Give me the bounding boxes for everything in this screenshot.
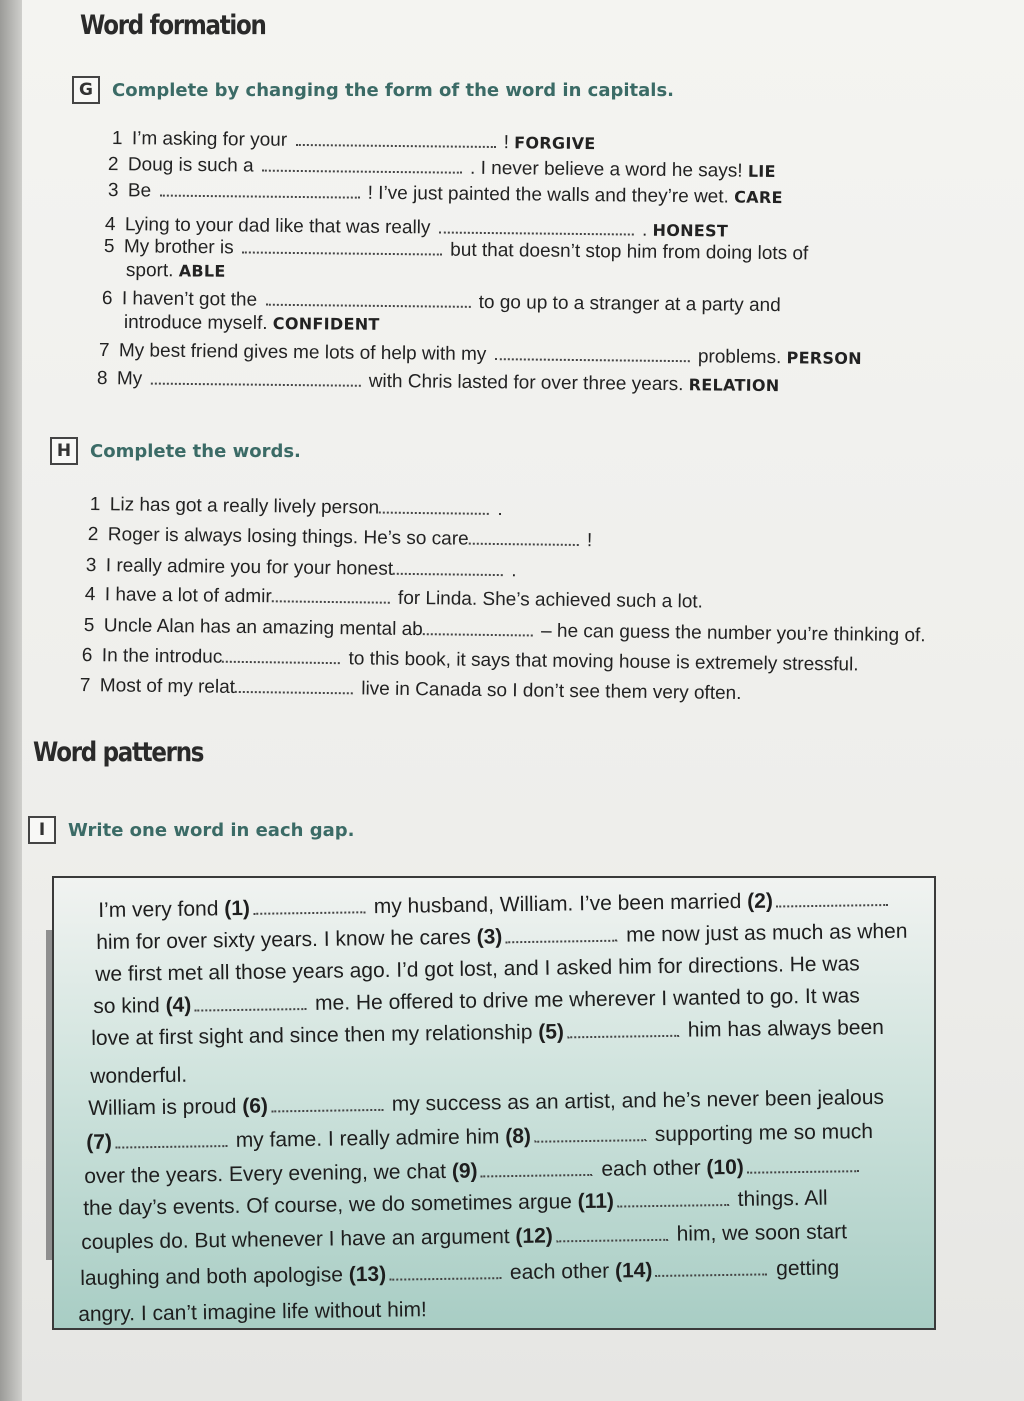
capital-word: CONFIDENT: [272, 314, 380, 334]
capital-word: RELATION: [688, 375, 780, 396]
gap-number: (1): [224, 896, 251, 921]
item-text-after: – he can guess the number you’re thinking of.: [535, 620, 926, 647]
item-text-before: In the introduc: [101, 645, 223, 668]
answer-gap[interactable]: [222, 649, 340, 664]
capital-word: PERSON: [786, 348, 862, 368]
answer-gap[interactable]: [150, 371, 360, 387]
item-number: 1: [111, 128, 123, 150]
item-number: 8: [96, 368, 108, 390]
answer-gap[interactable]: [253, 899, 365, 915]
answer-gap[interactable]: [159, 183, 359, 199]
text-segment: my success as an artist, and he’s never been jealous: [385, 1085, 885, 1116]
answer-gap[interactable]: [295, 132, 495, 148]
answer-gap[interactable]: [194, 996, 306, 1012]
item-text-after: !: [498, 132, 515, 154]
text-segment: him has always been: [681, 1015, 885, 1042]
text-segment: him for over sixty years. I know he cares: [96, 925, 477, 954]
item-text-before: Most of my relat: [99, 675, 236, 698]
task-g-instruction: Complete by changing the form of the word in capitals.: [112, 79, 674, 101]
text-segment: couples do. But whenever I have an argument: [81, 1224, 516, 1254]
answer-gap[interactable]: [439, 219, 634, 235]
gap-number: (9): [451, 1159, 478, 1183]
answer-gap[interactable]: [567, 1023, 679, 1039]
task-letter-h: H: [50, 437, 78, 465]
item-number: 3: [107, 180, 119, 202]
task-letter-i: I: [28, 816, 56, 844]
answer-gap[interactable]: [747, 1158, 859, 1174]
text-segment: love at first sight and since then my relationship: [91, 1020, 539, 1050]
text-segment: laughing and both apologise: [80, 1263, 349, 1290]
answer-gap[interactable]: [265, 292, 470, 308]
text-segment: me. He offered to drive me wherever I wanted to go. It was: [309, 984, 860, 1015]
answer-gap[interactable]: [272, 588, 390, 603]
text-segment: my husband, William. I’ve been married: [367, 889, 748, 919]
text-segment: supporting me so much: [648, 1120, 874, 1147]
item-text-after: problems.: [692, 346, 787, 369]
item-number: 4: [84, 584, 96, 606]
answer-gap[interactable]: [480, 1162, 592, 1178]
item-number: 7: [79, 675, 91, 697]
item-number: 2: [107, 154, 119, 176]
task-i-instruction: Write one word in each gap.: [68, 819, 355, 841]
task-g-item-continuation: [126, 260, 226, 283]
answer-gap[interactable]: [389, 1265, 501, 1281]
section-title-word-patterns: Word patterns: [33, 737, 204, 768]
item-text-continued: sport.: [125, 260, 179, 282]
answer-gap[interactable]: [655, 1261, 767, 1277]
item-number: 5: [83, 615, 95, 637]
answer-gap[interactable]: [776, 892, 888, 908]
item-text-continued: introduce myself.: [123, 312, 273, 335]
item-number: 4: [104, 214, 116, 236]
capital-word: HONEST: [652, 220, 729, 241]
item-text-before: I have a lot of admir: [104, 584, 272, 608]
gap-number: (10): [706, 1155, 744, 1180]
item-text-after: .: [505, 560, 517, 582]
gap-number: (14): [614, 1259, 653, 1283]
item-number: 1: [89, 494, 101, 516]
text-segment: William is proud: [88, 1094, 243, 1120]
text-line: [90, 1059, 187, 1093]
gap-number: (4): [165, 993, 192, 1017]
item-text-after: .: [492, 498, 503, 521]
answer-gap[interactable]: [242, 239, 442, 255]
gap-number: (13): [348, 1262, 387, 1287]
gap-number: (6): [242, 1094, 269, 1118]
answer-gap[interactable]: [423, 621, 533, 636]
section-title-word-formation: Word formation: [80, 10, 266, 41]
text-segment: over the years. Every evening, we chat: [84, 1159, 453, 1188]
answer-gap[interactable]: [495, 346, 690, 362]
text-segment: him, we soon start: [670, 1220, 848, 1246]
item-text-before: I haven’t got the: [121, 288, 263, 311]
answer-gap[interactable]: [534, 1127, 646, 1143]
gap-number: (12): [515, 1224, 553, 1248]
capital-word: LIE: [747, 161, 776, 181]
item-text-before: I’m asking for your: [131, 128, 293, 151]
task-i-heading: [28, 816, 354, 844]
item-text-before: I really admire you for your honest: [105, 555, 394, 580]
text-segment: wonderful.: [90, 1063, 188, 1088]
text-segment: angry. I can’t imagine life without him!: [78, 1298, 427, 1326]
item-number: 3: [85, 555, 97, 577]
item-text-after: for Linda. She’s achieved such a lot.: [392, 587, 704, 613]
item-text-before: My best friend gives me lots of help with my: [118, 340, 492, 366]
answer-gap[interactable]: [235, 679, 353, 694]
item-number: 5: [103, 236, 115, 258]
answer-gap[interactable]: [393, 561, 503, 576]
item-text-before: Be: [127, 180, 157, 202]
item-text-after: but that doesn’t stop him from doing lots of: [444, 239, 809, 265]
answer-gap[interactable]: [469, 531, 579, 546]
item-number: 6: [81, 645, 93, 667]
task-h-instruction: Complete the words.: [90, 440, 301, 462]
task-g-heading: [72, 76, 674, 104]
item-number: 2: [87, 524, 99, 546]
book-spine-shadow: [0, 0, 22, 1401]
capital-word: ABLE: [178, 261, 226, 281]
answer-gap[interactable]: [556, 1227, 668, 1243]
text-segment: so kind: [93, 993, 166, 1018]
item-text-before: My: [116, 368, 148, 390]
item-text-after: to go up to a stranger at a party and: [473, 291, 781, 317]
text-segment: each other: [503, 1259, 616, 1285]
gap-number: (7): [86, 1130, 113, 1154]
answer-gap[interactable]: [617, 1192, 729, 1208]
answer-gap[interactable]: [379, 500, 489, 515]
item-text-after: live in Canada so I don’t see them very often.: [355, 678, 742, 705]
task-letter-g: G: [72, 76, 100, 104]
gap-number: (2): [747, 889, 774, 913]
gap-number: (11): [577, 1189, 615, 1214]
item-text-before: My brother is: [123, 236, 240, 259]
answer-gap[interactable]: [505, 928, 617, 944]
item-text-after: .: [636, 219, 653, 241]
text-segment: me now just as much as when: [620, 919, 908, 947]
text-segment: things. All: [731, 1186, 828, 1211]
answer-gap[interactable]: [115, 1133, 227, 1149]
item-text-before: Roger is always losing things. He’s so care: [107, 524, 469, 550]
item-text-before: Lying to your dad like that was really: [124, 214, 436, 239]
item-text-after: ! I’ve just painted the walls and they’re wet.: [362, 182, 735, 208]
item-text-after: with Chris lasted for over three years.: [363, 370, 689, 396]
gap-number: (5): [538, 1020, 565, 1044]
gap-number: (3): [476, 925, 503, 949]
item-text-before: Uncle Alan has an amazing mental ab: [103, 615, 423, 641]
text-segment: the day’s events. Of course, we do sometimes argue: [83, 1190, 578, 1220]
item-text-before: Liz has got a really lively person: [109, 494, 380, 519]
text-segment: my fame. I really admire him: [229, 1125, 506, 1152]
task-h-heading: [50, 437, 301, 465]
gap-number: (8): [505, 1124, 532, 1149]
item-text-after: to this book, it says that moving house is extremely stressful.: [343, 648, 859, 676]
item-number: 7: [98, 340, 110, 362]
item-number: 6: [101, 288, 113, 310]
capital-word: CARE: [734, 187, 783, 208]
text-segment: we first met all those years ago. I’d got lost, and I asked him for directions. He was: [95, 952, 860, 986]
text-segment: getting: [770, 1256, 840, 1281]
text-line: [78, 1293, 427, 1331]
capital-word: FORGIVE: [514, 133, 596, 154]
answer-gap[interactable]: [271, 1097, 383, 1113]
item-text-before: Doug is such a: [127, 154, 259, 177]
task-g-item-continuation: [124, 312, 380, 336]
item-text-after: !: [581, 530, 593, 552]
answer-gap[interactable]: [262, 158, 462, 174]
text-segment: I’m very fond: [98, 897, 225, 922]
text-segment: each other: [595, 1156, 707, 1181]
item-text-after: . I never believe a word he says!: [464, 157, 748, 182]
